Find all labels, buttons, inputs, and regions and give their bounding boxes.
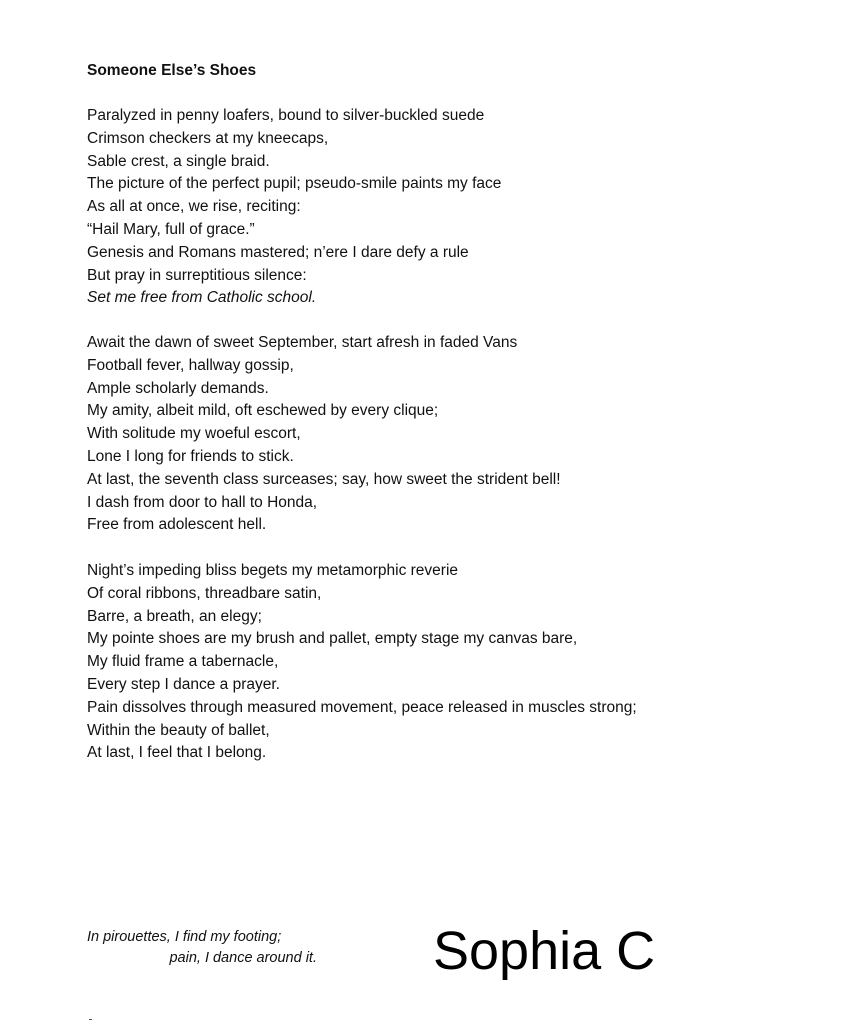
poem-line: Football fever, hallway gossip, — [87, 356, 294, 374]
poem-line: Night’s impeding bliss begets my metamorphic reverie — [87, 562, 459, 579]
poem-line: “Hail Mary, full of grace.” — [87, 220, 255, 238]
stanza-1 — [87, 105, 501, 310]
poem-title: Someone Else’s Shoes — [87, 62, 257, 79]
author-name: Sophia C — [433, 921, 656, 981]
poem-line: My pointe shoes are my brush and pallet, empty stage my canvas bare, — [87, 630, 578, 648]
poem-line: My fluid frame a tabernacle, — [87, 653, 279, 671]
poem-line: Await the dawn of sweet September, start afresh in faded Vans — [87, 334, 518, 351]
poem-line: Genesis and Romans mastered; n’ere I dare defy a rule — [87, 243, 469, 261]
epigraph-line: pain, I dance around it. — [169, 950, 317, 966]
poem-line: Lone I long for friends to stick. — [87, 447, 294, 465]
poem-line: With solitude my woeful escort, — [87, 425, 301, 443]
poem-line: Every step I dance a prayer. — [87, 675, 280, 693]
poem-line: At last, the seventh class surceases; say, how sweet the strident bell! — [87, 470, 561, 488]
stray-mark — [89, 1019, 92, 1020]
poem-line: Sable crest, a single braid. — [87, 152, 270, 170]
poem-line: Pain dissolves through measured movement, peace released in muscles strong; — [87, 698, 637, 716]
poem-line: At last, I feel that I belong. — [87, 744, 267, 762]
poem-line: Crimson checkers at my kneecaps, — [87, 129, 329, 147]
poem-line: Ample scholarly demands. — [87, 379, 269, 397]
poem-line: Of coral ribbons, threadbare satin, — [87, 584, 322, 602]
poem-line: The picture of the perfect pupil; pseudo-smile paints my face — [87, 175, 502, 193]
poem-line: As all at once, we rise, reciting: — [87, 198, 301, 216]
poem-line-italic: Set me free from Catholic school. — [87, 289, 317, 307]
poem-line: I dash from door to hall to Honda, — [87, 493, 318, 511]
poem-line: Barre, a breath, an elegy; — [87, 607, 262, 625]
poem-line: Paralyzed in penny loafers, bound to silver-buckled suede — [87, 107, 485, 124]
epigraph-line: In pirouettes, I find my footing; — [87, 929, 282, 945]
poem-line: My amity, albeit mild, oft eschewed by every clique; — [87, 402, 439, 420]
epigraph — [87, 927, 317, 969]
stanza-3 — [87, 560, 637, 765]
poem-line: But pray in surreptitious silence: — [87, 266, 307, 284]
stanza-2 — [87, 332, 561, 537]
poem-line: Within the beauty of ballet, — [87, 721, 270, 739]
poem-line: Free from adolescent hell. — [87, 516, 267, 534]
